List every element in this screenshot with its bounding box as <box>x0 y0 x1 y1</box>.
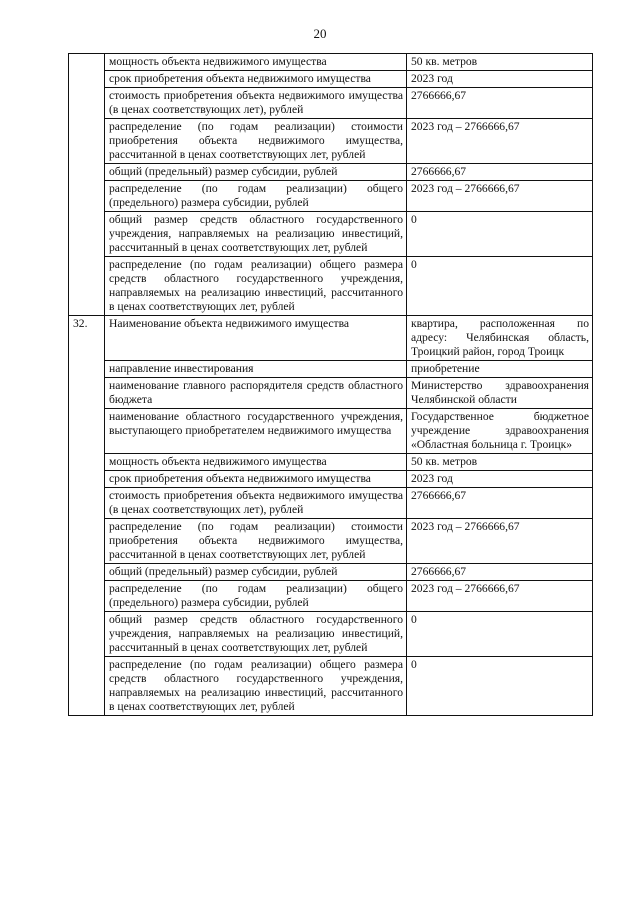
row-number-cell: 32. <box>69 316 105 716</box>
table-row <box>69 119 593 164</box>
row-label: стоимость приобретения объекта недвижимого имущества (в ценах соответствующих лет), рублей <box>105 488 407 519</box>
row-label: общий размер средств областного государственного учреждения, направляемых на реализацию инвестиций, рассчитанный в ценах соответствующих лет, рублей <box>105 212 407 257</box>
table-row <box>69 361 593 378</box>
table-row <box>69 471 593 488</box>
row-label: наименование главного распорядителя средств областного бюджета <box>105 378 407 409</box>
row-value: 2766666,67 <box>407 488 593 519</box>
row-label: наименование областного государственного учреждения, выступающего приобретателем недвижимого имущества <box>105 409 407 454</box>
row-label: срок приобретения объекта недвижимого имущества <box>105 471 407 488</box>
table-row <box>69 612 593 657</box>
row-value: 0 <box>407 257 593 316</box>
row-label: общий (предельный) размер субсидии, рублей <box>105 164 407 181</box>
table-row <box>69 54 593 71</box>
row-label: срок приобретения объекта недвижимого имущества <box>105 71 407 88</box>
row-value: Министерство здравоохранения Челябинской области <box>407 378 593 409</box>
row-label: мощность объекта недвижимого имущества <box>105 54 407 71</box>
row-value: 0 <box>407 657 593 716</box>
row-label: распределение (по годам реализации) общего размера средств областного государственного учреждения, направляемых на реализацию инвестиций, рассчитанного в ценах соответствующих лет, рублей <box>105 257 407 316</box>
row-value: 0 <box>407 612 593 657</box>
table-row <box>69 378 593 409</box>
table-row <box>69 181 593 212</box>
table-row <box>69 488 593 519</box>
row-label: общий размер средств областного государственного учреждения, направляемых на реализацию инвестиций, рассчитанный в ценах соответствующих лет, рублей <box>105 612 407 657</box>
row-value: 2766666,67 <box>407 88 593 119</box>
row-value: 2766666,67 <box>407 564 593 581</box>
table-row <box>69 454 593 471</box>
table-row <box>69 657 593 716</box>
table-row <box>69 212 593 257</box>
row-value: 50 кв. метров <box>407 54 593 71</box>
table-row <box>69 71 593 88</box>
row-value: Государственное бюджетное учреждение здравоохранения «Областная больница г. Троицк» <box>407 409 593 454</box>
row-label: распределение (по годам реализации) стоимости приобретения объекта недвижимого имущества, рассчитанной в ценах соответствующих лет, рублей <box>105 119 407 164</box>
row-label: распределение (по годам реализации) общего (предельного) размера субсидии, рублей <box>105 181 407 212</box>
row-number-cell <box>69 54 105 316</box>
table-row <box>69 88 593 119</box>
row-label: мощность объекта недвижимого имущества <box>105 454 407 471</box>
page-number: 20 <box>313 26 327 41</box>
table-body <box>69 54 593 716</box>
row-label: распределение (по годам реализации) стоимости приобретения объекта недвижимого имущества, рассчитанной в ценах соответствующих лет, рублей <box>105 519 407 564</box>
row-value: 2766666,67 <box>407 164 593 181</box>
row-value: 2023 год – 2766666,67 <box>407 181 593 212</box>
investment-table <box>68 53 593 716</box>
row-value: 2023 год – 2766666,67 <box>407 519 593 564</box>
table-row <box>69 409 593 454</box>
row-value: приобретение <box>407 361 593 378</box>
row-value: 2023 год – 2766666,67 <box>407 119 593 164</box>
row-value: квартира, расположенная по адресу: Челябинская область, Троицкий район, город Троицк <box>407 316 593 361</box>
table-row <box>69 581 593 612</box>
table-row <box>69 564 593 581</box>
table-row <box>69 519 593 564</box>
row-value: 0 <box>407 212 593 257</box>
row-value: 50 кв. метров <box>407 454 593 471</box>
row-label: направление инвестирования <box>105 361 407 378</box>
row-label: распределение (по годам реализации) общего (предельного) размера субсидии, рублей <box>105 581 407 612</box>
table-row <box>69 316 593 361</box>
row-value: 2023 год <box>407 471 593 488</box>
table-row <box>69 164 593 181</box>
row-label: Наименование объекта недвижимого имущества <box>105 316 407 361</box>
table-row <box>69 257 593 316</box>
row-label: распределение (по годам реализации) общего размера средств областного государственного учреждения, направляемых на реализацию инвестиций, рассчитанного в ценах соответствующих лет, рублей <box>105 657 407 716</box>
row-value: 2023 год – 2766666,67 <box>407 581 593 612</box>
row-value: 2023 год <box>407 71 593 88</box>
row-label: общий (предельный) размер субсидии, рублей <box>105 564 407 581</box>
row-label: стоимость приобретения объекта недвижимого имущества (в ценах соответствующих лет), рублей <box>105 88 407 119</box>
